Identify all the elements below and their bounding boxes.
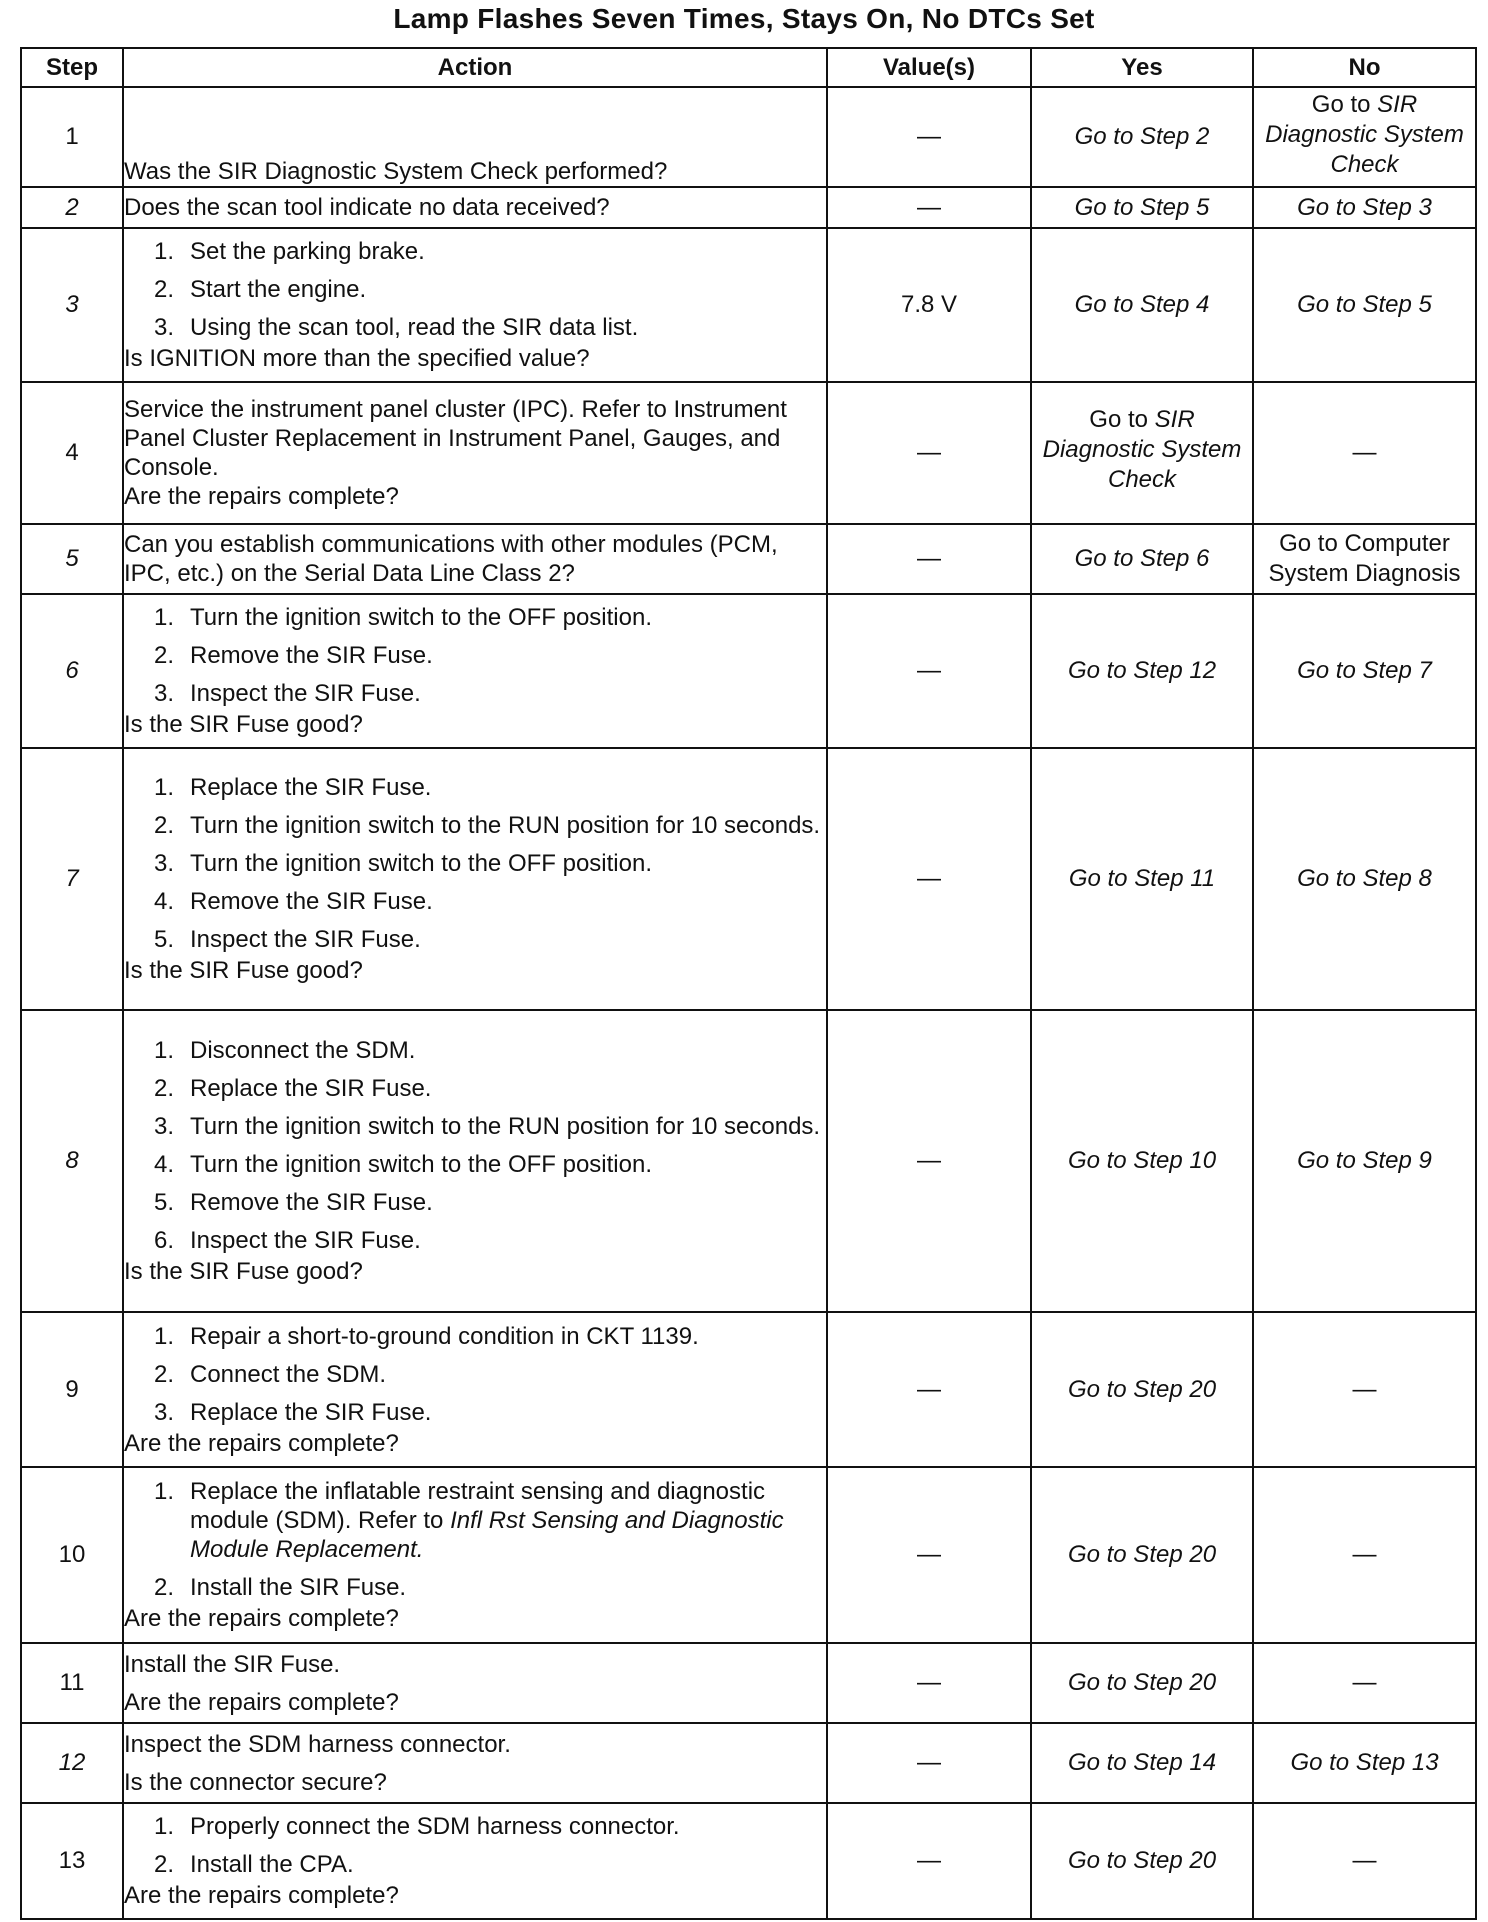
action-steps bbox=[124, 237, 826, 342]
action-cell bbox=[123, 524, 827, 594]
table-row bbox=[21, 1803, 1476, 1919]
step-number: 13 bbox=[21, 1803, 123, 1919]
action-question: Does the scan tool indicate no data received? bbox=[124, 194, 610, 221]
diagnostic-table bbox=[20, 47, 1477, 1920]
action-question: Is the connector secure? bbox=[124, 1768, 387, 1796]
action-cell bbox=[123, 228, 827, 382]
table-row bbox=[21, 187, 1476, 228]
yes-cell: Go to Step 14 bbox=[1031, 1723, 1253, 1803]
value-cell: — bbox=[827, 1467, 1031, 1643]
reference-text: Infl Rst Sensing and Diagnostic Module Replacement. bbox=[190, 1507, 784, 1563]
table-row bbox=[21, 594, 1476, 748]
value-cell: — bbox=[827, 1803, 1031, 1919]
action-question: Is the SIR Fuse good? bbox=[124, 957, 363, 984]
header-step: Step bbox=[21, 48, 123, 87]
no-cell: — bbox=[1253, 382, 1476, 524]
action-step: 4. Remove the SIR Fuse. bbox=[154, 888, 433, 915]
value-cell: — bbox=[827, 1010, 1031, 1312]
action-question: Was the SIR Diagnostic System Check performed? bbox=[124, 158, 668, 185]
action-step: 4. Turn the ignition switch to the OFF position. bbox=[154, 1151, 652, 1178]
yes-cell: Go to Step 2 bbox=[1031, 87, 1253, 187]
yes-cell bbox=[1031, 382, 1253, 524]
action-step: 2. Connect the SDM. bbox=[154, 1360, 387, 1388]
action-steps bbox=[124, 603, 826, 708]
step-number: 5 bbox=[21, 524, 123, 594]
yes-prefix: Go to bbox=[1089, 406, 1148, 433]
yes-cell: Go to Step 4 bbox=[1031, 228, 1253, 382]
action-cell bbox=[123, 1723, 827, 1803]
action-question: Is IGNITION more than the specified value? bbox=[124, 345, 590, 372]
action-question: Are the repairs complete? bbox=[124, 1688, 399, 1716]
yes-cell: Go to Step 20 bbox=[1031, 1803, 1253, 1919]
action-question: Are the repairs complete? bbox=[124, 1429, 399, 1457]
action-text: Can you establish communications with other modules (PCM, IPC, etc.) on the Serial Data Line Class 2? bbox=[124, 531, 778, 587]
value-cell: — bbox=[827, 382, 1031, 524]
value-cell: 7.8 V bbox=[827, 228, 1031, 382]
action-step: 1. Disconnect the SDM. bbox=[154, 1037, 416, 1064]
action-step: 2. Replace the SIR Fuse. bbox=[154, 1075, 432, 1102]
step-number: 9 bbox=[21, 1312, 123, 1467]
action-question: Are the repairs complete? bbox=[124, 483, 399, 510]
action-text: Service the instrument panel cluster (IPC). Refer to Instrument Panel Cluster Replacement in Instrument Panel, Gauges, and Console. bbox=[124, 396, 787, 481]
action-step: 1. Replace the SIR Fuse. bbox=[154, 774, 432, 801]
action-steps bbox=[124, 1812, 826, 1879]
header-values: Value(s) bbox=[827, 48, 1031, 87]
value-cell: — bbox=[827, 1723, 1031, 1803]
action-steps bbox=[124, 773, 826, 954]
action-cell bbox=[123, 594, 827, 748]
action-cell bbox=[123, 1010, 827, 1312]
action-cell bbox=[123, 187, 827, 228]
step-number: 1 bbox=[21, 87, 123, 187]
step-number: 3 bbox=[21, 228, 123, 382]
action-cell bbox=[123, 1643, 827, 1723]
action-step: 2. Install the SIR Fuse. bbox=[154, 1574, 407, 1601]
no-cell: Go to Computer System Diagnosis bbox=[1253, 524, 1476, 594]
no-cell: Go to Step 3 bbox=[1253, 187, 1476, 228]
step-number: 2 bbox=[21, 187, 123, 228]
action-steps bbox=[124, 1477, 826, 1602]
no-cell: — bbox=[1253, 1467, 1476, 1643]
action-cell bbox=[123, 382, 827, 524]
action-question: Is the SIR Fuse good? bbox=[124, 1258, 363, 1285]
action-step: 1. Properly connect the SDM harness connector. bbox=[154, 1813, 680, 1840]
page-title: Lamp Flashes Seven Times, Stays On, No DTCs Set bbox=[393, 3, 1095, 34]
table-row bbox=[21, 228, 1476, 382]
no-cell: — bbox=[1253, 1312, 1476, 1467]
yes-cell: Go to Step 10 bbox=[1031, 1010, 1253, 1312]
value-cell: — bbox=[827, 187, 1031, 228]
step-number: 4 bbox=[21, 382, 123, 524]
no-cell: Go to Step 8 bbox=[1253, 748, 1476, 1010]
action-step: 3. Turn the ignition switch to the RUN position for 10 seconds. bbox=[154, 1113, 821, 1140]
yes-cell: Go to Step 12 bbox=[1031, 594, 1253, 748]
action-cell bbox=[123, 1467, 827, 1643]
value-cell: — bbox=[827, 1312, 1031, 1467]
value-cell: — bbox=[827, 594, 1031, 748]
no-cell: — bbox=[1253, 1803, 1476, 1919]
action-step: 2. Install the CPA. bbox=[154, 1851, 354, 1878]
action-question: Are the repairs complete? bbox=[124, 1882, 399, 1909]
action-question: Is the SIR Fuse good? bbox=[124, 711, 363, 738]
action-step: 3. Turn the ignition switch to the OFF position. bbox=[154, 850, 652, 877]
action-step: 1. Repair a short-to-ground condition in CKT 1139. bbox=[154, 1322, 699, 1350]
table-row bbox=[21, 1467, 1476, 1643]
action-step: 1. Set the parking brake. bbox=[154, 238, 425, 265]
table-row bbox=[21, 1723, 1476, 1803]
action-text: Inspect the SDM harness connector. bbox=[124, 1730, 511, 1758]
action-step: 6. Inspect the SIR Fuse. bbox=[154, 1227, 421, 1254]
action-cell bbox=[123, 748, 827, 1010]
yes-cell: Go to Step 11 bbox=[1031, 748, 1253, 1010]
action-step: 3. Replace the SIR Fuse. bbox=[154, 1398, 432, 1426]
table-header-row bbox=[21, 48, 1476, 87]
table-row bbox=[21, 1643, 1476, 1723]
action-step: 1. Turn the ignition switch to the OFF position. bbox=[154, 604, 652, 631]
step-number: 11 bbox=[21, 1643, 123, 1723]
no-link-text: SIR Diagnostic System Check bbox=[1265, 91, 1464, 178]
action-step: 2. Remove the SIR Fuse. bbox=[154, 642, 433, 669]
value-cell: — bbox=[827, 1643, 1031, 1723]
yes-cell: Go to Step 20 bbox=[1031, 1467, 1253, 1643]
action-step: 5. Remove the SIR Fuse. bbox=[154, 1189, 433, 1216]
no-cell bbox=[1253, 87, 1476, 187]
action-step: 5. Inspect the SIR Fuse. bbox=[154, 926, 421, 953]
no-prefix: Go to bbox=[1311, 91, 1371, 118]
yes-cell: Go to Step 20 bbox=[1031, 1312, 1253, 1467]
action-step: 3. Inspect the SIR Fuse. bbox=[154, 680, 421, 707]
action-text: Install the SIR Fuse. bbox=[124, 1650, 341, 1678]
value-cell: — bbox=[827, 748, 1031, 1010]
action-step: 3. Using the scan tool, read the SIR data list. bbox=[154, 314, 639, 341]
header-yes: Yes bbox=[1031, 48, 1253, 87]
yes-cell: Go to Step 20 bbox=[1031, 1643, 1253, 1723]
yes-cell: Go to Step 6 bbox=[1031, 524, 1253, 594]
step-number: 10 bbox=[21, 1467, 123, 1643]
step-number: 6 bbox=[21, 594, 123, 748]
table-row bbox=[21, 1010, 1476, 1312]
step-number: 8 bbox=[21, 1010, 123, 1312]
no-cell: Go to Step 13 bbox=[1253, 1723, 1476, 1803]
no-cell: Go to Step 9 bbox=[1253, 1010, 1476, 1312]
action-step: 2. Turn the ignition switch to the RUN position for 10 seconds. bbox=[154, 812, 821, 839]
action-steps bbox=[124, 1322, 826, 1427]
action-cell bbox=[123, 87, 827, 187]
value-cell: — bbox=[827, 524, 1031, 594]
step-number: 12 bbox=[21, 1723, 123, 1803]
action-cell bbox=[123, 1312, 827, 1467]
table-row bbox=[21, 748, 1476, 1010]
yes-link-text: SIR Diagnostic System Check bbox=[1042, 406, 1242, 493]
header-no: No bbox=[1253, 48, 1476, 87]
action-question: Are the repairs complete? bbox=[124, 1605, 399, 1632]
header-action: Action bbox=[123, 48, 827, 87]
yes-cell: Go to Step 5 bbox=[1031, 187, 1253, 228]
action-step: 2. Start the engine. bbox=[154, 276, 367, 303]
no-cell: Go to Step 7 bbox=[1253, 594, 1476, 748]
table-row bbox=[21, 524, 1476, 594]
table-row bbox=[21, 1312, 1476, 1467]
no-cell: — bbox=[1253, 1643, 1476, 1723]
action-steps bbox=[124, 1036, 826, 1255]
table-row bbox=[21, 87, 1476, 187]
table-row bbox=[21, 382, 1476, 524]
step-number: 7 bbox=[21, 748, 123, 1010]
no-cell: Go to Step 5 bbox=[1253, 228, 1476, 382]
value-cell: — bbox=[827, 87, 1031, 187]
action-step: 1. Replace the inflatable restraint sensing and diagnostic module (SDM). Refer to Infl Rst Sensing and Diagnostic Module Replacement. bbox=[154, 1478, 784, 1563]
action-cell bbox=[123, 1803, 827, 1919]
